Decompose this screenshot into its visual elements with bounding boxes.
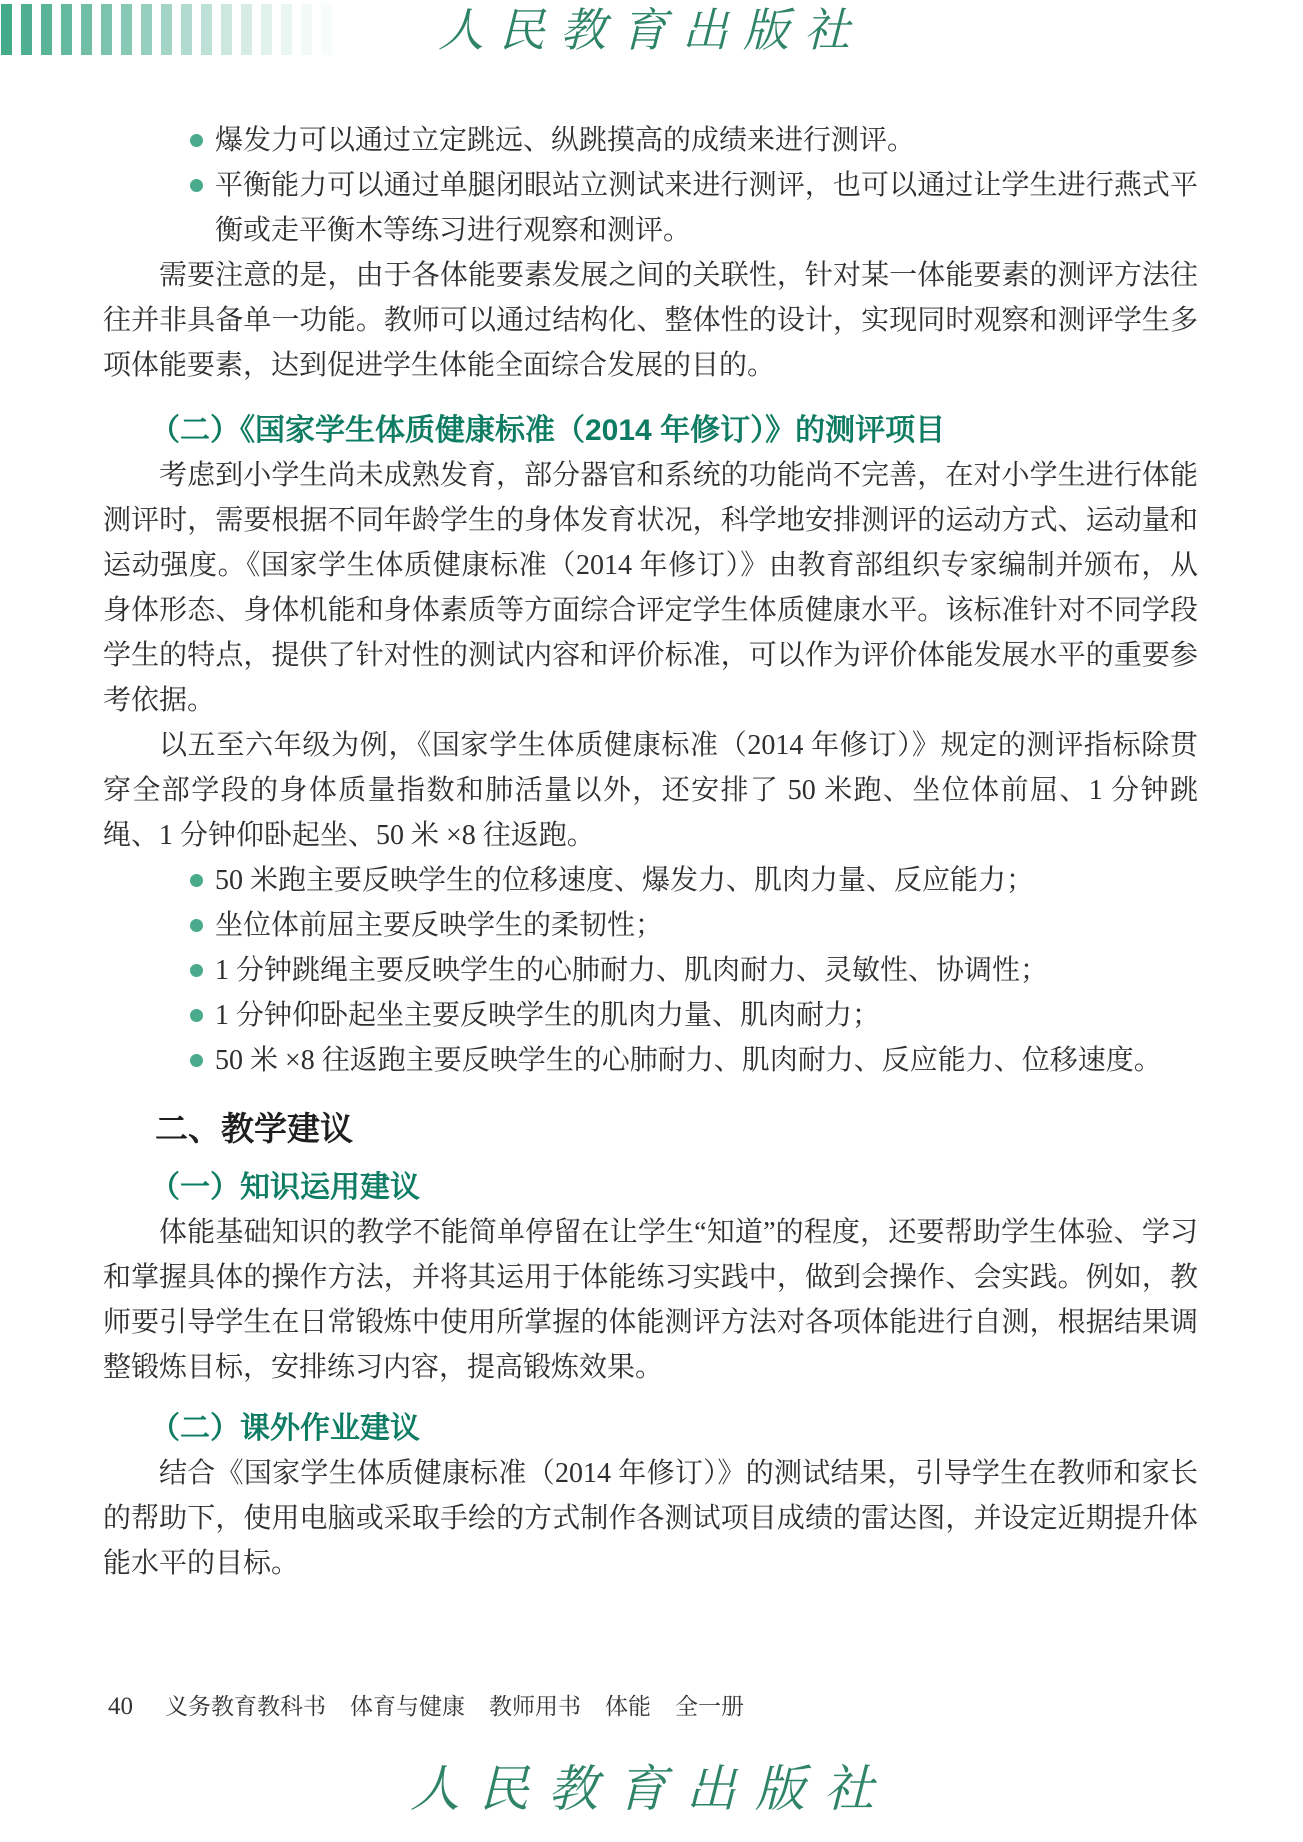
list-item: [103, 163, 1198, 253]
bullet-dot-icon: [190, 874, 203, 887]
heading-teaching-suggestions: 二、教学建议: [155, 1110, 353, 1147]
list-item-text: 50 米跑主要反映学生的位移速度、爆发力、肌肉力量、反应能力；: [215, 865, 1035, 896]
evaluation-methods-list: [103, 118, 1198, 253]
list-item-text: 1 分钟跳绳主要反映学生的心肺耐力、肌肉耐力、灵敏性、协调性；: [215, 955, 1049, 986]
footer: [108, 1686, 744, 1728]
page-number: 40: [108, 1693, 133, 1720]
bullet-dot-icon: [190, 134, 203, 147]
list-item: [103, 1038, 1198, 1083]
list-item: [103, 858, 1198, 903]
list-item: [103, 948, 1198, 993]
list-item: [103, 118, 1198, 163]
list-item: [103, 903, 1198, 948]
list-item-text: 50 米 ×8 往返跑主要反映学生的心肺耐力、肌肉耐力、反应能力、位移速度。: [215, 1045, 1162, 1076]
heading-homework-suggestions: （二）课外作业建议: [150, 1412, 420, 1445]
paragraph-knowledge-application: 体能基础知识的教学不能简单停留在让学生“知道”的程度，还要帮助学生体验、学习和掌握具体的操作方法，并将其运用于体能练习实践中，做到会操作、会实践。例如，教师要引导学生在日常锻炼中使用所掌握的体能测评方法对各项体能进行自测，根据结果调整锻炼目标，安排练习内容，提高锻炼效果。: [103, 1217, 1198, 1383]
list-item: [103, 993, 1198, 1038]
bullet-dot-icon: [190, 1054, 203, 1067]
list-item-text: 爆发力可以通过立定跳远、纵跳摸高的成绩来进行测评。: [215, 125, 916, 156]
list-item-text: 平衡能力可以通过单腿闭眼站立测试来进行测评，也可以通过让学生进行燕式平衡或走平衡木等练习进行观察和测评。: [215, 170, 1198, 246]
footer-book-subject: 体育与健康: [350, 1694, 465, 1719]
footer-book-series: 义务教育教科书: [165, 1694, 326, 1719]
bullet-dot-icon: [190, 1009, 203, 1022]
bullet-dot-icon: [190, 964, 203, 977]
footer-book-topic: 体能: [605, 1694, 651, 1719]
list-item-text: 坐位体前屈主要反映学生的柔韧性；: [215, 910, 664, 941]
bullet-dot-icon: [190, 179, 203, 192]
publisher-logo-top: 人民教育出版社: [438, 3, 865, 57]
test-metrics-list: [103, 858, 1198, 1083]
paragraph-standard-intro: 考虑到小学生尚未成熟发育，部分器官和系统的功能尚不完善，在对小学生进行体能测评时，需要根据不同年龄学生的身体发育状况，科学地安排测评的运动方式、运动量和运动强度。《国家学生体质健康标准（2014 年修订）》由教育部组织专家编制并颁布，从身体形态、身体机能和身体素质等方面综合评定学生体质健康水平。该标准针对不同学段学生的特点，提供了针对性的测试内容和评价标准，可以作为评价体能发展水平的重要参考依据。: [103, 460, 1198, 716]
paragraph-homework-suggestions: 结合《国家学生体质健康标准（2014 年修订）》的测试结果，引导学生在教师和家长的帮助下，使用电脑或采取手绘的方式制作各测试项目成绩的雷达图，并设定近期提升体能水平的目标。: [103, 1458, 1198, 1579]
footer-book-volume: 全一册: [675, 1694, 744, 1719]
bullet-dot-icon: [190, 919, 203, 932]
list-item-text: 1 分钟仰卧起坐主要反映学生的肌肉力量、肌肉耐力；: [215, 1000, 881, 1031]
heading-standard-items: （二）《国家学生体质健康标准（2014 年修订）》的测评项目: [150, 414, 946, 447]
heading-knowledge-application: （一）知识运用建议: [150, 1171, 420, 1204]
page-body: [103, 0, 1198, 1586]
footer-book-type: 教师用书: [489, 1694, 581, 1719]
paragraph-grade-example: 以五至六年级为例，《国家学生体质健康标准（2014 年修订）》规定的测评指标除贯穿全部学段的身体质量指数和肺活量以外，还安排了 50 米跑、坐位体前屈、1 分钟跳绳、1 分钟仰卧起坐、50 米 ×8 往返跑。: [103, 730, 1198, 851]
paragraph-note: 需要注意的是，由于各体能要素发展之间的关联性，针对某一体能要素的测评方法往往并非具备单一功能。教师可以通过结构化、整体性的设计，实现同时观察和测评学生多项体能要素，达到促进学生体能全面综合发展的目的。: [103, 260, 1198, 381]
publisher-logo-bottom: 人民教育出版社: [410, 1760, 893, 1818]
